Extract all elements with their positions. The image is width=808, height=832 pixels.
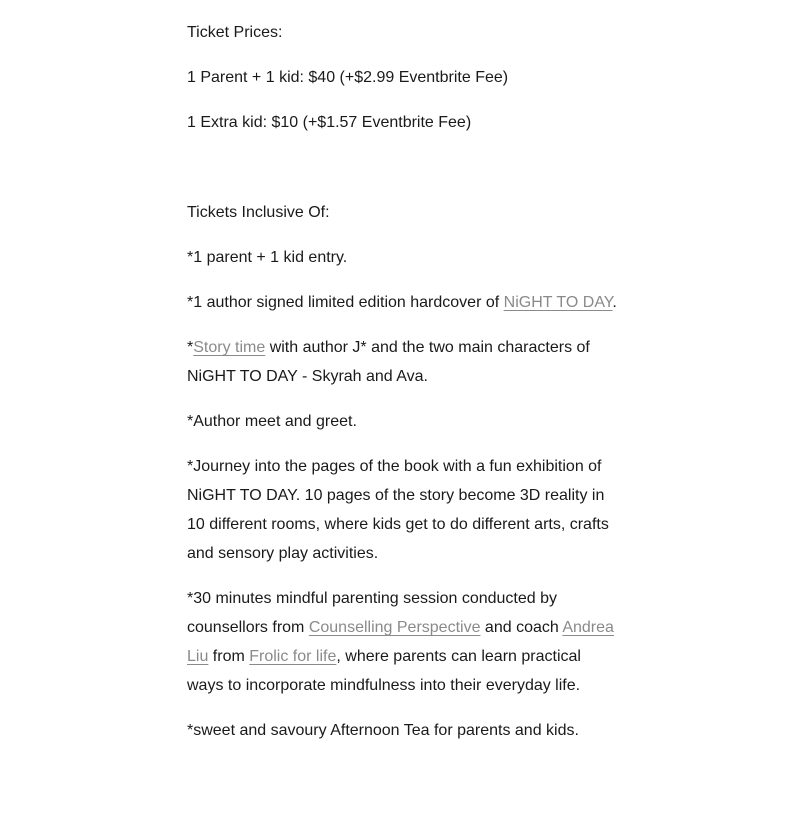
inclusive-item-hardcover-end: . xyxy=(612,294,617,311)
inclusive-item-hardcover xyxy=(187,288,619,317)
price-parent-kid: 1 Parent + 1 kid: $40 (+$2.99 Eventbrite Fee) xyxy=(187,69,509,86)
inclusive-item-story-time-prefix: * xyxy=(187,339,194,356)
inclusive-item-story-time xyxy=(187,333,619,391)
inclusive-item-meet-greet: *Author meet and greet. xyxy=(187,413,357,430)
andrea-liu-link[interactable]: Andrea Liu xyxy=(187,619,614,665)
price-extra-kid: 1 Extra kid: $10 (+$1.57 Eventbrite Fee) xyxy=(187,114,472,131)
inclusive-item-hardcover-text: *1 author signed limited edition hardcover of xyxy=(187,294,504,311)
parenting-session-text-2: and coach xyxy=(480,619,563,636)
inclusive-item-exhibition: *Journey into the pages of the book with a fun exhibition of NiGHT TO DAY. 10 pages of the story become 3D reality in 10 different rooms, where kids get to do different arts, crafts and sensory play activities. xyxy=(187,458,609,562)
frolic-for-life-link[interactable]: Frolic for life xyxy=(249,648,337,665)
parenting-session-text-1: *30 minutes mindful parenting session conducted by counsellors from xyxy=(187,590,557,636)
article-body xyxy=(187,18,619,761)
counselling-perspective-link[interactable]: Counselling Perspective xyxy=(308,619,481,636)
inclusive-item-parenting-session xyxy=(187,584,619,700)
night-to-day-link[interactable]: NiGHT TO DAY xyxy=(503,294,613,311)
story-time-link[interactable]: Story time xyxy=(193,339,266,356)
parenting-session-text-4: , where parents can learn practical ways to incorporate mindfulness into their everyday life. xyxy=(187,648,581,694)
empty-paragraph xyxy=(187,153,619,182)
inclusive-item-afternoon-tea: *sweet and savoury Afternoon Tea for parents and kids. xyxy=(187,722,579,739)
parenting-session-text-3: from xyxy=(208,648,250,665)
inclusive-item-entry: *1 parent + 1 kid entry. xyxy=(187,249,348,266)
tickets-inclusive-heading: Tickets Inclusive Of: xyxy=(187,204,330,221)
ticket-prices-heading: Ticket Prices: xyxy=(187,24,283,41)
inclusive-item-story-time-text: with author J* and the two main characters of NiGHT TO DAY - Skyrah and Ava. xyxy=(187,339,590,385)
